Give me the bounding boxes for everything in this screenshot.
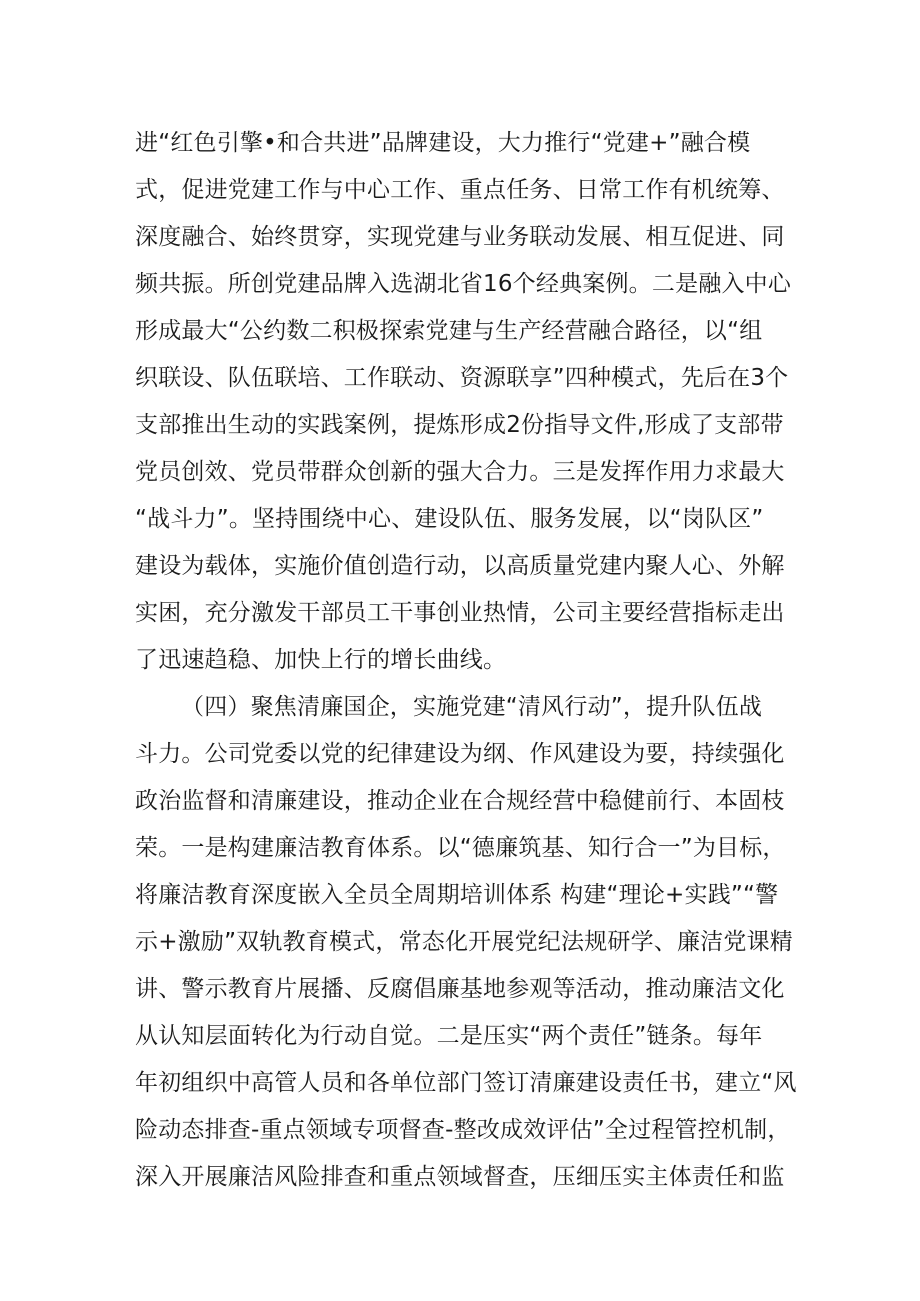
document-body (135, 120, 800, 1201)
text-line: 实困，充分激发干部员工干事创业热情，公司主要经营指标走出 (135, 600, 785, 626)
text-line: 形成最大“公约数二积极探索党建与生产经营融合路径，以“组 (135, 318, 763, 344)
text-line: 深度融合、始终贯穿，实现党建与业务联动发展、相互促进、同 (135, 224, 785, 250)
text-line: 了迅速趋稳、加快上行的增长曲线。 (135, 647, 507, 673)
text-line: “战斗力”。坚持围绕中心、建设队伍、服务发展，以“岗队区” (135, 506, 764, 532)
section-heading-line: （四）聚焦清廉国企，实施党建“清风行动”，提升队伍战 (181, 694, 763, 720)
text-line: 年初组织中高管人员和各单位部门签订清廉建设责任书，建立“风 (135, 1070, 797, 1096)
paragraph-party-building (135, 120, 800, 684)
text-line: 从认知层面转化为行动自觉。二是压实“两个责任”链条。每年 (135, 1023, 763, 1049)
text-line: 建设为载体，实施价值创造行动，以高质量党建内聚人心、外解 (135, 553, 785, 579)
text-line: 将廉洁教育深度嵌入全员全周期培训体系 构建“理论+实践”“警 (135, 882, 779, 908)
text-line: 党员创效、党员带群众创新的强大合力。三是发挥作用力求最大 (135, 459, 785, 485)
text-line: 进“红色引擎•和合共进”品牌建设，大力推行“党建+”融合模 (135, 130, 751, 156)
text-line: 讲、警示教育片展播、反腐倡廉基地参观等活动，推动廉洁文化 (135, 976, 785, 1002)
text-line: 支部推出生动的实践案例，提炼形成2份指导文件,形成了支部带 (135, 412, 784, 438)
text-line: 频共振。所创党建品牌入选湖北省16个经典案例。二是融入中心 (135, 271, 792, 297)
text-line: 织联设、队伍联培、工作联动、资源联享”四种模式，先后在3个 (135, 365, 789, 391)
text-line: 式，促进党建工作与中心工作、重点任务、日常工作有机统筹、 (135, 177, 785, 203)
paragraph-clean-governance (135, 684, 800, 1201)
text-line: 政治监督和清廉建设，推动企业在合规经营中稳健前行、本固枝 (135, 788, 785, 814)
text-line: 险动态排查-重点领域专项督查-整改成效评估”全过程管控机制， (135, 1117, 791, 1143)
text-line: 荣。一是构建廉洁教育体系。以“德廉筑基、知行合一”为目标， (135, 835, 786, 861)
text-line: 深入开展廉洁风险排查和重点领域督查，压细压实主体责任和监 (135, 1164, 785, 1190)
text-line: 斗力。公司党委以党的纪律建设为纲、作风建设为要，持续强化 (135, 741, 785, 767)
text-line: 示+激励”双轨教育模式，常态化开展党纪法规研学、廉洁党课精 (135, 929, 793, 955)
